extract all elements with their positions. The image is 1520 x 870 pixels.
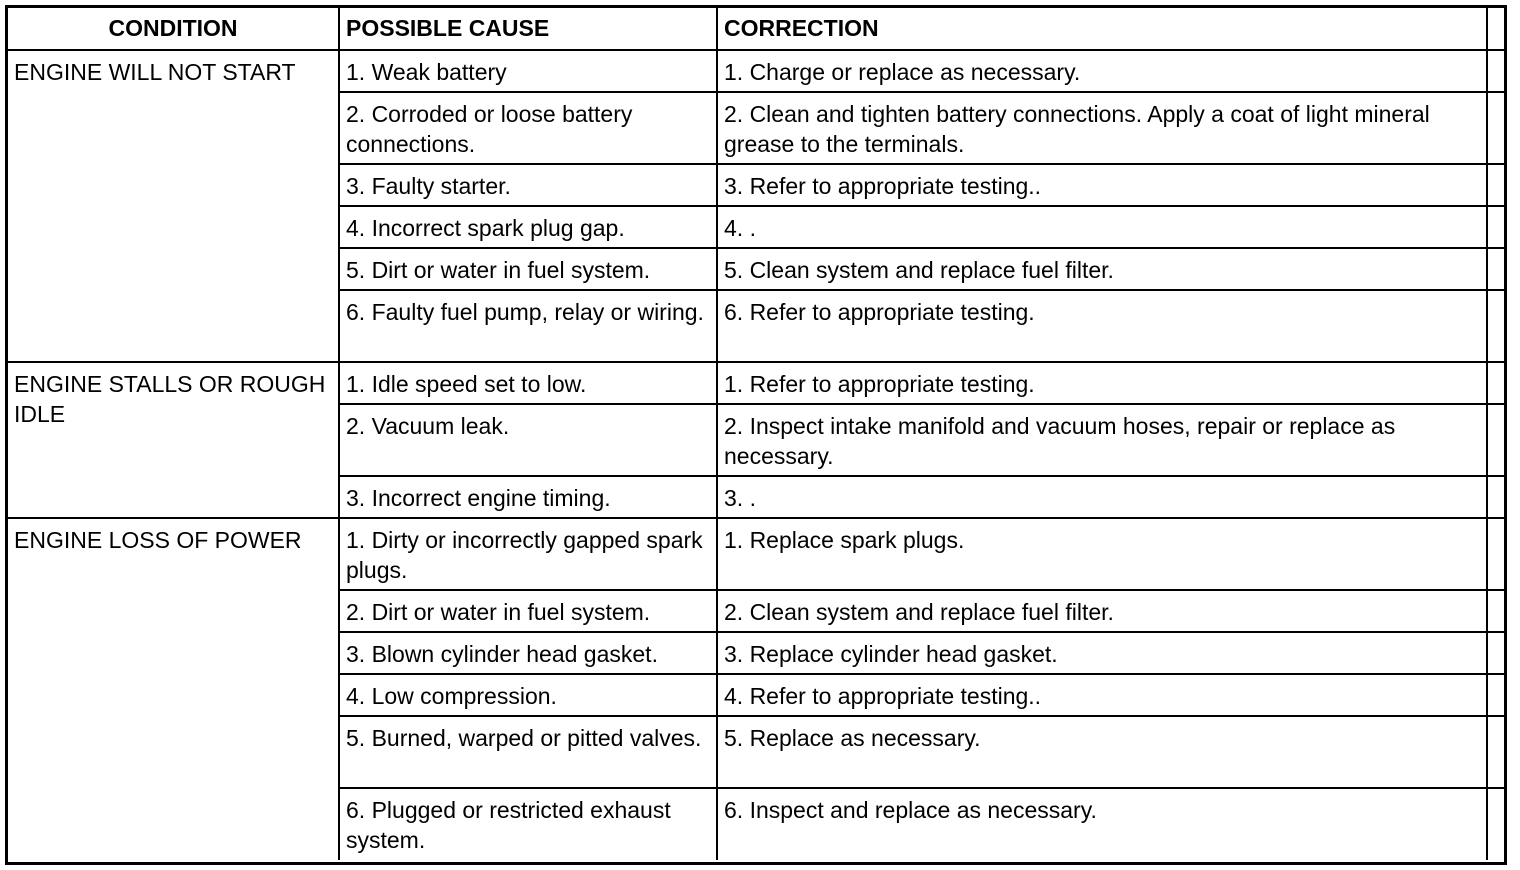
condition-cell: ENGINE STALLS OR ROUGH IDLE	[8, 362, 339, 518]
header-possible-cause: POSSIBLE CAUSE	[339, 8, 717, 50]
correction-cell: 2. Inspect intake manifold and vacuum hoses, repair or replace as necessary.	[717, 404, 1487, 476]
cause-cell: 3. Incorrect engine timing.	[339, 476, 717, 518]
table-header-row	[8, 8, 1504, 50]
cause-cell: 1. Weak battery	[339, 50, 717, 92]
cause-cell: 2. Vacuum leak.	[339, 404, 717, 476]
correction-cell: 1. Replace spark plugs.	[717, 518, 1487, 590]
cause-cell: 6. Plugged or restricted exhaust system.	[339, 788, 717, 860]
cause-cell: 5. Burned, warped or pitted valves.	[339, 716, 717, 788]
cause-cell: 2. Corroded or loose battery connections.	[339, 92, 717, 164]
correction-cell: 1. Charge or replace as necessary.	[717, 50, 1487, 92]
correction-cell: 1. Refer to appropriate testing.	[717, 362, 1487, 404]
table-row	[8, 518, 1504, 590]
blank-cell	[1487, 92, 1504, 164]
blank-cell	[1487, 716, 1504, 788]
diagnosis-table-frame	[5, 5, 1507, 865]
cause-cell: 5. Dirt or water in fuel system.	[339, 248, 717, 290]
cause-cell: 3. Blown cylinder head gasket.	[339, 632, 717, 674]
condition-cell: ENGINE WILL NOT START	[8, 50, 339, 362]
cause-cell: 6. Faulty fuel pump, relay or wiring.	[339, 290, 717, 362]
blank-cell	[1487, 476, 1504, 518]
header-condition: CONDITION	[8, 8, 339, 50]
table-row	[8, 362, 1504, 404]
correction-cell: 6. Inspect and replace as necessary.	[717, 788, 1487, 860]
header-blank-cell	[1487, 8, 1504, 50]
correction-cell: 4. Refer to appropriate testing..	[717, 674, 1487, 716]
correction-cell: 4. .	[717, 206, 1487, 248]
cause-cell: 4. Incorrect spark plug gap.	[339, 206, 717, 248]
correction-cell: 2. Clean system and replace fuel filter.	[717, 590, 1487, 632]
blank-cell	[1487, 290, 1504, 362]
correction-cell: 3. .	[717, 476, 1487, 518]
blank-cell	[1487, 788, 1504, 860]
blank-cell	[1487, 674, 1504, 716]
diagnosis-table	[8, 8, 1504, 860]
blank-cell	[1487, 590, 1504, 632]
cause-cell: 4. Low compression.	[339, 674, 717, 716]
correction-cell: 3. Replace cylinder head gasket.	[717, 632, 1487, 674]
correction-cell: 6. Refer to appropriate testing.	[717, 290, 1487, 362]
cause-cell: 1. Dirty or incorrectly gapped spark plugs.	[339, 518, 717, 590]
table-row	[8, 50, 1504, 92]
blank-cell	[1487, 206, 1504, 248]
correction-cell: 3. Refer to appropriate testing..	[717, 164, 1487, 206]
blank-cell	[1487, 632, 1504, 674]
cause-cell: 1. Idle speed set to low.	[339, 362, 717, 404]
condition-cell: ENGINE LOSS OF POWER	[8, 518, 339, 860]
blank-cell	[1487, 518, 1504, 590]
cause-cell: 2. Dirt or water in fuel system.	[339, 590, 717, 632]
blank-cell	[1487, 248, 1504, 290]
blank-cell	[1487, 404, 1504, 476]
blank-cell	[1487, 362, 1504, 404]
blank-cell	[1487, 50, 1504, 92]
correction-cell: 5. Clean system and replace fuel filter.	[717, 248, 1487, 290]
correction-cell: 5. Replace as necessary.	[717, 716, 1487, 788]
cause-cell: 3. Faulty starter.	[339, 164, 717, 206]
header-correction: CORRECTION	[717, 8, 1487, 50]
correction-cell: 2. Clean and tighten battery connections. Apply a coat of light mineral grease to the terminals.	[717, 92, 1487, 164]
blank-cell	[1487, 164, 1504, 206]
